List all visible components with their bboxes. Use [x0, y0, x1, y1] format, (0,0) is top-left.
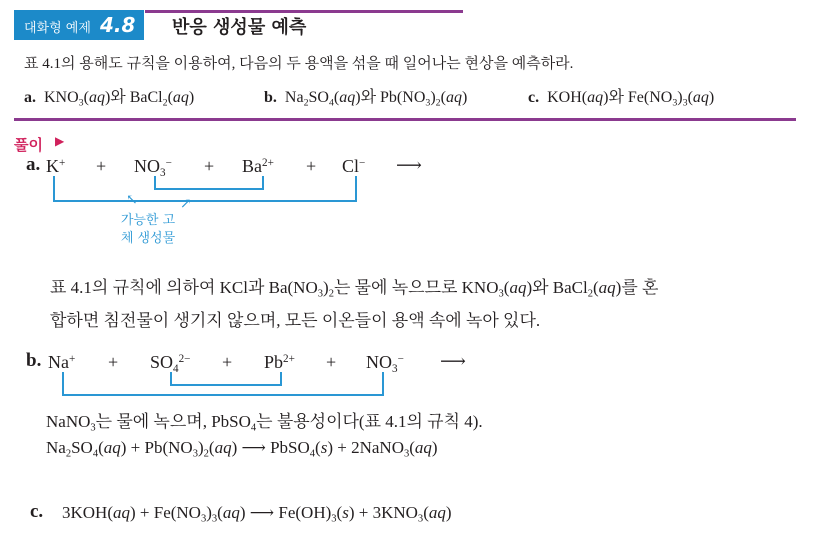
ion-b-4: $NO_3^-$ [366, 352, 404, 375]
example-badge-label: 대화형 예제 [24, 21, 91, 36]
problem-c-label: c. [528, 89, 540, 106]
plus-a-1: + [96, 156, 107, 176]
plus-b-2: + [222, 352, 233, 372]
problem-a-label: a. [24, 89, 36, 106]
part-b-label: b. [26, 350, 42, 371]
plus-b-1: + [108, 352, 119, 372]
example-badge [14, 10, 144, 40]
problem-b-text: $Na_2SO_4(aq)$와 $Pb(NO_3)_2(aq)$ [284, 89, 468, 109]
explanation-a-line-1: 표 4.1의 규칙에 의하여 KCl과 $Ba(NO_3)_2$는 물에 녹으므로 $KNO_3(aq)$와 BaCl$_2$(aq)를 혼 [50, 278, 659, 300]
bracket-inner-b [170, 372, 282, 386]
ion-b-1: Na+ [48, 352, 76, 372]
ion-b-3: $Pb^{2+}$ [264, 352, 295, 372]
precipitate-note: 가능한 고체 생성물 [120, 213, 176, 246]
ion-a-1: K+ [46, 156, 66, 176]
instruction-text: 표 4.1의 용해도 규칙을 이용하여, 다음의 두 용액을 섞을 때 일어나는 현상을 예측하라. [24, 56, 574, 72]
reaction-arrow-b: ⟶ [440, 351, 466, 371]
section-rule [14, 118, 796, 121]
ion-a-3: $Ba^{2+}$ [242, 156, 274, 176]
ion-a-2: $NO_3^-$ [134, 156, 172, 179]
example-title: 반응 생성물 예측 [172, 17, 307, 38]
explanation-b: NaNO$_3$는 물에 녹으며, PbSO$_4$는 불용성이다(표 4.1의 규칙 4). [46, 412, 483, 434]
plus-b-3: + [326, 352, 337, 372]
problem-a-text: $KNO_3(aq)$와 BaCl$_2$(aq) [44, 89, 195, 109]
solution-label: 풀이 [14, 136, 43, 154]
bracket-inner-a [154, 176, 264, 190]
plus-a-3: + [306, 156, 317, 176]
problem-a [24, 84, 194, 107]
solution-arrow-icon: ▶ [55, 134, 65, 148]
part-a-label: a. [26, 154, 41, 175]
explanation-a-line-2: 합하면 침전물이 생기지 않으며, 모든 이온들이 용액 속에 녹아 있다. [50, 311, 541, 330]
problem-c-text: KOH(aq)와 $Fe(NO_3)_3(aq)$ [547, 89, 715, 109]
problem-c [528, 84, 714, 107]
equation-c: $3KOH(aq) + Fe(NO_3)_3(aq)$ ⟶ $Fe(OH)_3(s) + 3KNO_3(aq)$ [62, 503, 452, 525]
equation-b: $Na_2SO_4(aq) + Pb(NO_3)_2(aq)$ ⟶ PbSO$_4$(s) + 2NaNO$_3$(aq) [46, 438, 438, 460]
arrow-nw-icon: ↖ [126, 193, 138, 208]
ion-a-4: Cl− [342, 156, 366, 176]
part-c-label: c. [30, 501, 44, 522]
ion-b-2: $SO_4^{2-}$ [150, 352, 191, 375]
example-badge-number: 4.8 [100, 13, 136, 37]
problem-b-label: b. [264, 89, 277, 106]
reaction-arrow-a: ⟶ [396, 155, 422, 175]
plus-a-2: + [204, 156, 215, 176]
arrow-ne-icon: ↗ [180, 197, 192, 212]
problem-b [264, 84, 467, 107]
